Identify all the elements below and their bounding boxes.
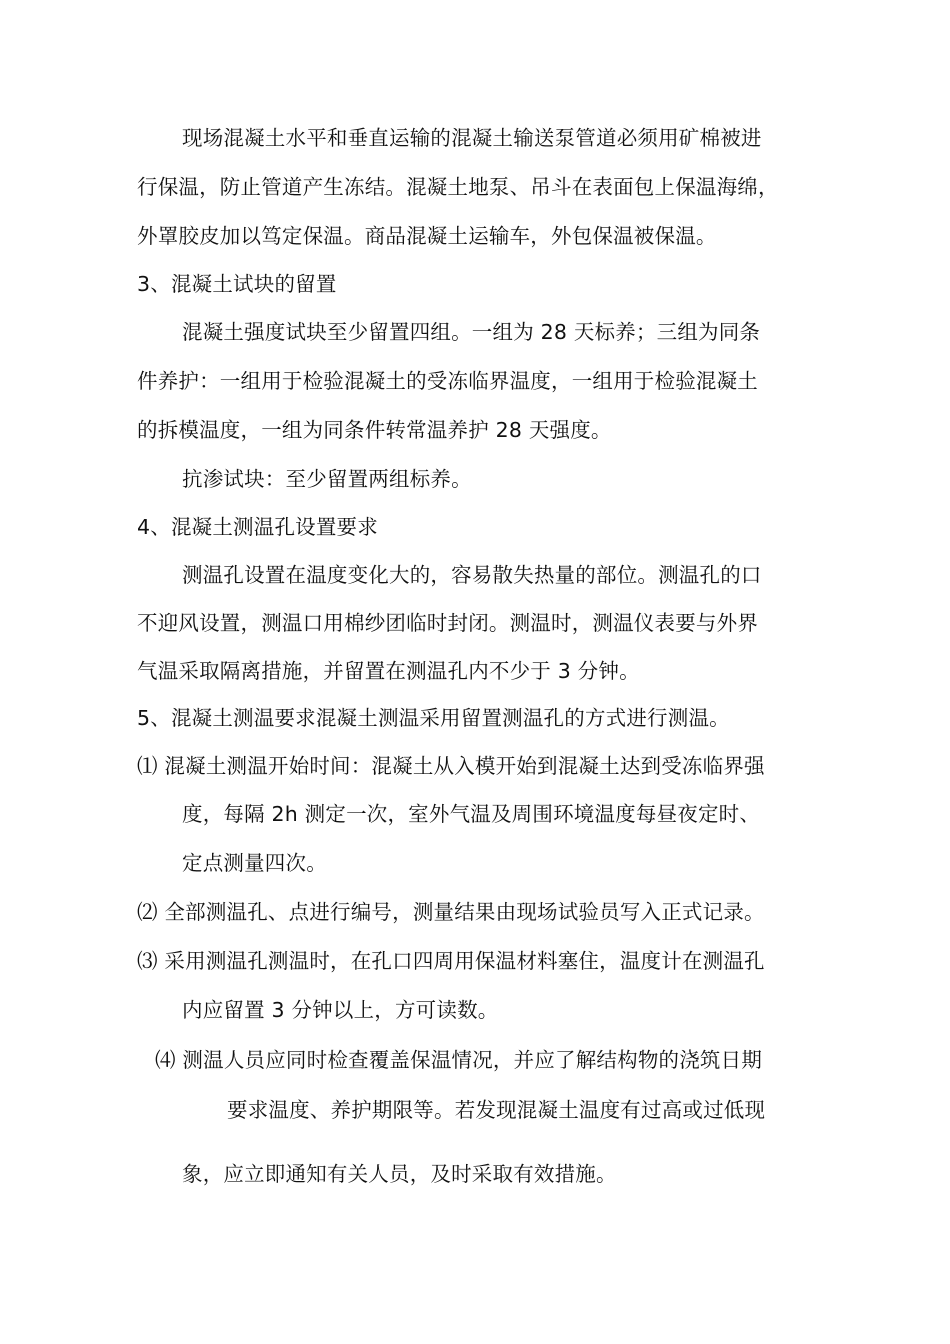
paragraph-2-line-3: 的拆模温度，一组为同条件转常温养护 28 天强度。 xyxy=(137,418,612,442)
paragraph-4-line-1: 测温孔设置在温度变化大的，容易散失热量的部位。测温孔的口 xyxy=(182,563,762,587)
paragraph-2-line-1: 混凝土强度试块至少留置四组。一组为 28 天标养；三组为同条 xyxy=(182,320,761,344)
item-1-line-1: ⑴ 混凝土测温开始时间：混凝土从入模开始到混凝土达到受冻临界强 xyxy=(137,754,765,778)
item-2-line-1: ⑵ 全部测温孔、点进行编号，测量结果由现场试验员写入正式记录。 xyxy=(137,900,765,924)
item-4-line-1: ⑷ 测温人员应同时检查覆盖保温情况，并应了解结构物的浇筑日期 xyxy=(155,1048,763,1072)
item-4-line-3: 象，应立即通知有关人员，及时采取有效措施。 xyxy=(182,1162,617,1186)
section-heading-4: 4、混凝土测温孔设置要求 xyxy=(137,515,378,539)
item-1-line-2: 度，每隔 2h 测定一次，室外气温及周围环境温度每昼夜定时、 xyxy=(182,802,761,826)
item-1-line-3: 定点测量四次。 xyxy=(182,851,327,875)
section-heading-3: 3、混凝土试块的留置 xyxy=(137,272,337,296)
item-3-line-2: 内应留置 3 分钟以上，方可读数。 xyxy=(182,998,499,1022)
item-3-line-1: ⑶ 采用测温孔测温时，在孔口四周用保温材料塞住，温度计在测温孔 xyxy=(137,949,765,973)
paragraph-4-line-3: 气温采取隔离措施，并留置在测温孔内不少于 3 分钟。 xyxy=(137,659,640,683)
paragraph-1-line-2: 行保温，防止管道产生冻结。混凝土地泵、吊斗在表面包上保温海绵， xyxy=(137,175,779,199)
paragraph-2-line-2: 件养护：一组用于检验混凝土的受冻临界温度，一组用于检验混凝土 xyxy=(137,369,758,393)
paragraph-1-line-3: 外罩胶皮加以笃定保温。商品混凝土运输车，外包保温被保温。 xyxy=(137,224,717,248)
paragraph-4-line-2: 不迎风设置，测温口用棉纱团临时封闭。测温时，测温仪表要与外界 xyxy=(137,611,758,635)
item-4-line-2: 要求温度、养护期限等。若发现混凝土温度有过高或过低现 xyxy=(227,1098,766,1122)
paragraph-1-line-1: 现场混凝土水平和垂直运输的混凝土输送泵管道必须用矿棉被进 xyxy=(182,126,762,150)
paragraph-3: 抗渗试块：至少留置两组标养。 xyxy=(182,467,472,491)
section-heading-5: 5、混凝土测温要求混凝土测温采用留置测温孔的方式进行测温。 xyxy=(137,706,730,730)
